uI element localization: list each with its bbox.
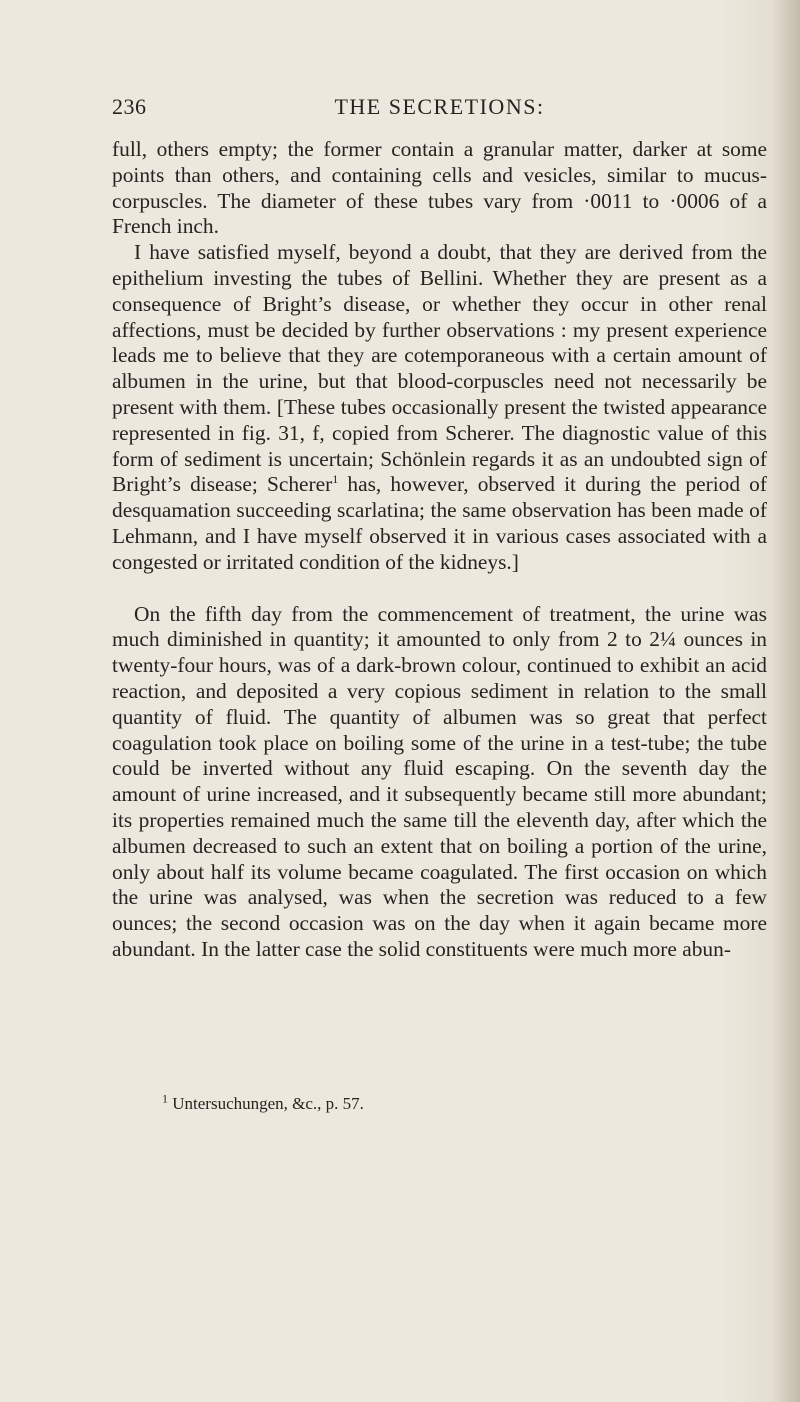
paragraph-bellini-text: I have satisfied myself, beyond a doubt, that they are derived from the epithelium investing the tubes of Bellini. Whether they are present as a consequence of Bright’s disease, or whether they occur in other renal affections, must be decided by further observations : my present experience leads me to believe that they are cotemporaneous with a certain amount of albumen in the urine, but that blood-corpuscles need not necessarily be present with them. [These tubes occasionally present the twisted appearance represented in fig. 31, f, copied from Scherer. The diagnostic value of this form of sediment is uncertain; Schönlein regards it as an undoubted sign of Bright’s disease; Scherer bbox=[112, 240, 767, 497]
page-header bbox=[112, 94, 767, 126]
page-edge-shadow bbox=[772, 0, 800, 1402]
paragraph-fifth-day: On the fifth day from the commencement of treatment, the urine was much diminished in quantity; it amounted to only from 2 to 2¼ ounces in twenty-four hours, was of a dark-brown colour, continued to exhibit an acid reaction, and deposited a very copious sediment in relation to the small quantity of fluid. The quantity of albumen was so great that perfect coagulation took place on boiling some of the urine in a test-tube; the tube could be inverted without any fluid escaping. On the seventh day the amount of urine increased, and it subsequently became still more abundant; its properties remained much the same till the eleventh day, after which the albumen decreased to such an extent that on boiling a portion of the urine, only about half its volume became coagulated. The first occasion on which the urine was analysed, was when the secretion was reduced to a few ounces; the second occasion was on the day when it again became more abundant. In the latter case the solid constituents were much more abun- bbox=[112, 601, 767, 961]
running-head: THE SECRETIONS: bbox=[334, 94, 545, 119]
paragraph-bellini bbox=[112, 240, 767, 575]
paragraph-continued: full, others empty; the former contain a granular matter, darker at some points than others, and containing cells and vesicles, similar to mucus-corpuscles. The diameter of these tubes vary from ·0011 to ·0006 of a French inch. bbox=[112, 137, 767, 239]
page-number: 236 bbox=[112, 94, 147, 119]
footnote-marker: 1 bbox=[162, 1091, 168, 1106]
footnote-reference: 1 bbox=[332, 472, 339, 487]
footnote bbox=[162, 1091, 762, 1114]
footnote-text: Untersuchungen, &c., p. 57. bbox=[172, 1094, 364, 1113]
body-text bbox=[112, 137, 767, 963]
paragraph-bellini-continued: has, however, observed it during the period of desquamation succeeding scarlatina; the same observation has been made of Lehmann, and I have myself observed it in various cases associated with a congested or irritated condition of the kidneys.] bbox=[112, 472, 767, 574]
